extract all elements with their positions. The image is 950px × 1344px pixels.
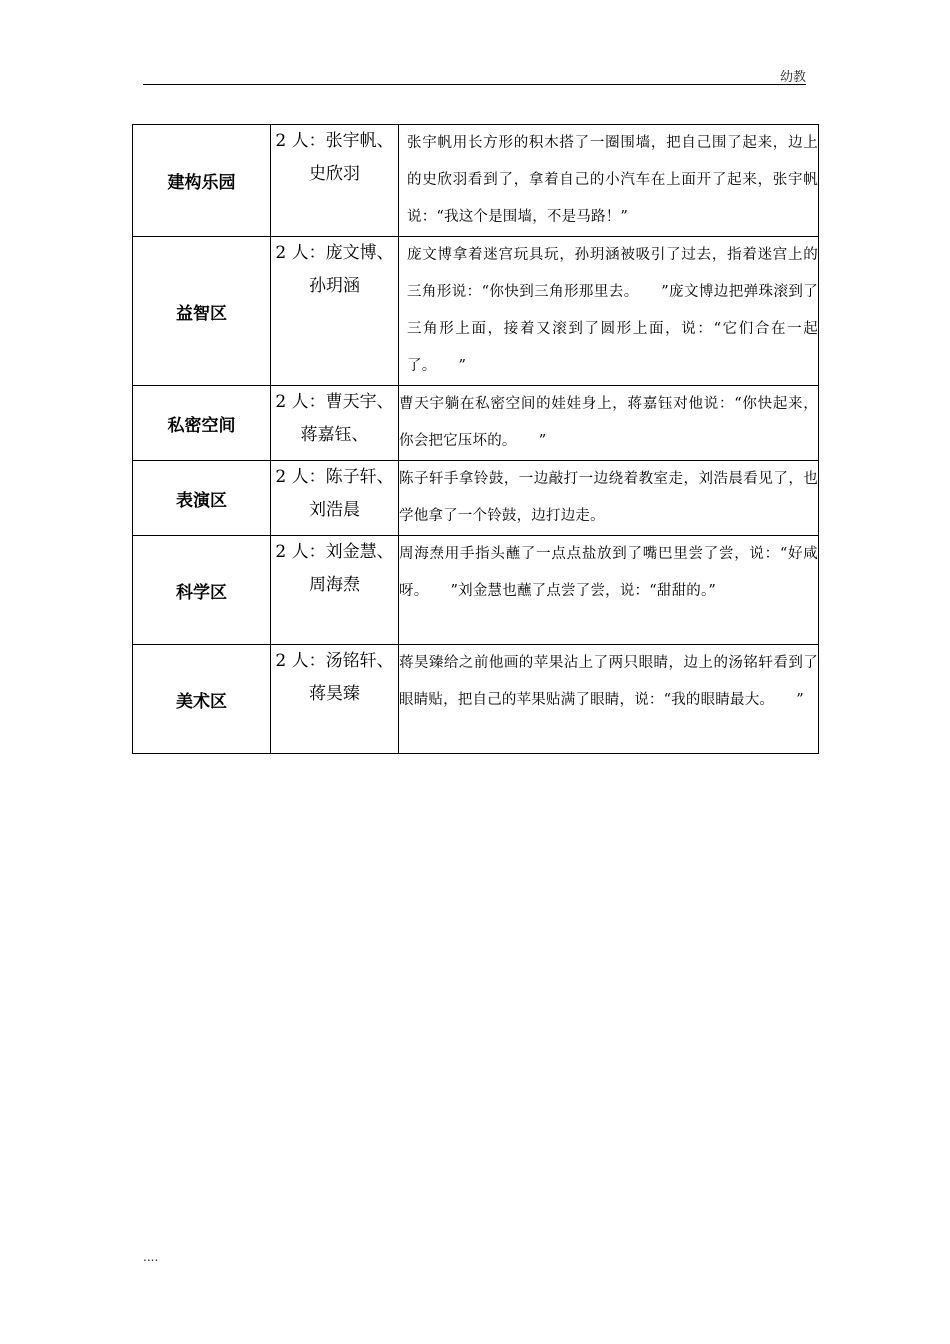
description-cell xyxy=(399,237,819,386)
people-cell: 2 人：张宇帆、史欣羽 xyxy=(271,125,399,237)
observation-table xyxy=(132,124,819,754)
table-row xyxy=(133,237,819,386)
header-rule xyxy=(143,84,806,85)
description-text: 张宇帆用长方形的积木搭了一圈围墙，把自己围了起来，边上的史欣羽看到了，拿着自己的小汽车在上面开了起来，张宇帆说：“我这个是围墙，不是马路！” xyxy=(407,135,818,225)
table-row xyxy=(133,386,819,461)
description-cell xyxy=(399,461,819,536)
description-text: 蒋昊臻给之前他画的苹果沾上了两只眼睛，边上的汤铭轩看到了眼睛贴，把自己的苹果贴满了眼睛，说：“我的眼睛最大。 ” xyxy=(399,655,818,708)
area-cell: 私密空间 xyxy=(133,386,271,461)
area-cell: 美术区 xyxy=(133,645,271,754)
description-text: 陈子轩手拿铃鼓，一边敲打一边绕着教室走，刘浩晨看见了，也学他拿了一个铃鼓，边打边走。 xyxy=(399,471,818,524)
description-cell xyxy=(399,536,819,645)
description-text: 曹天宇躺在私密空间的娃娃身上，蒋嘉钰对他说：“你快起来，你会把它压坏的。 ” xyxy=(399,396,818,449)
description-cell xyxy=(399,386,819,461)
people-cell: 2 人：曹天宇、蒋嘉钰、 xyxy=(271,386,399,461)
table-row xyxy=(133,125,819,237)
people-cell: 2 人：陈子轩、刘浩晨 xyxy=(271,461,399,536)
table-row xyxy=(133,645,819,754)
header-label: 幼教 xyxy=(780,70,807,85)
description-cell xyxy=(399,125,819,237)
area-cell: 益智区 xyxy=(133,237,271,386)
description-cell xyxy=(399,645,819,754)
people-cell: 2 人：刘金慧、周海焘 xyxy=(271,536,399,645)
area-cell: 表演区 xyxy=(133,461,271,536)
table-row xyxy=(133,536,819,645)
footer-dots: .... xyxy=(143,1250,159,1264)
description-text: 周海焘用手指头蘸了一点点盐放到了嘴巴里尝了尝，说：“好咸呀。 ”刘金慧也蘸了点尝了尝，说：“甜甜的。” xyxy=(399,546,818,599)
table-row xyxy=(133,461,819,536)
area-cell: 科学区 xyxy=(133,536,271,645)
people-cell: 2 人：庞文博、孙玥涵 xyxy=(271,237,399,386)
people-cell: 2 人：汤铭轩、蒋昊臻 xyxy=(271,645,399,754)
description-text: 庞文博拿着迷宫玩具玩，孙玥涵被吸引了过去，指着迷宫上的三角形说：“你快到三角形那里去。 ”庞文博边把弹珠滚到了三角形上面，接着又滚到了圆形上面，说：“它们合在一起了。 ” xyxy=(407,247,818,374)
area-cell: 建构乐园 xyxy=(133,125,271,237)
